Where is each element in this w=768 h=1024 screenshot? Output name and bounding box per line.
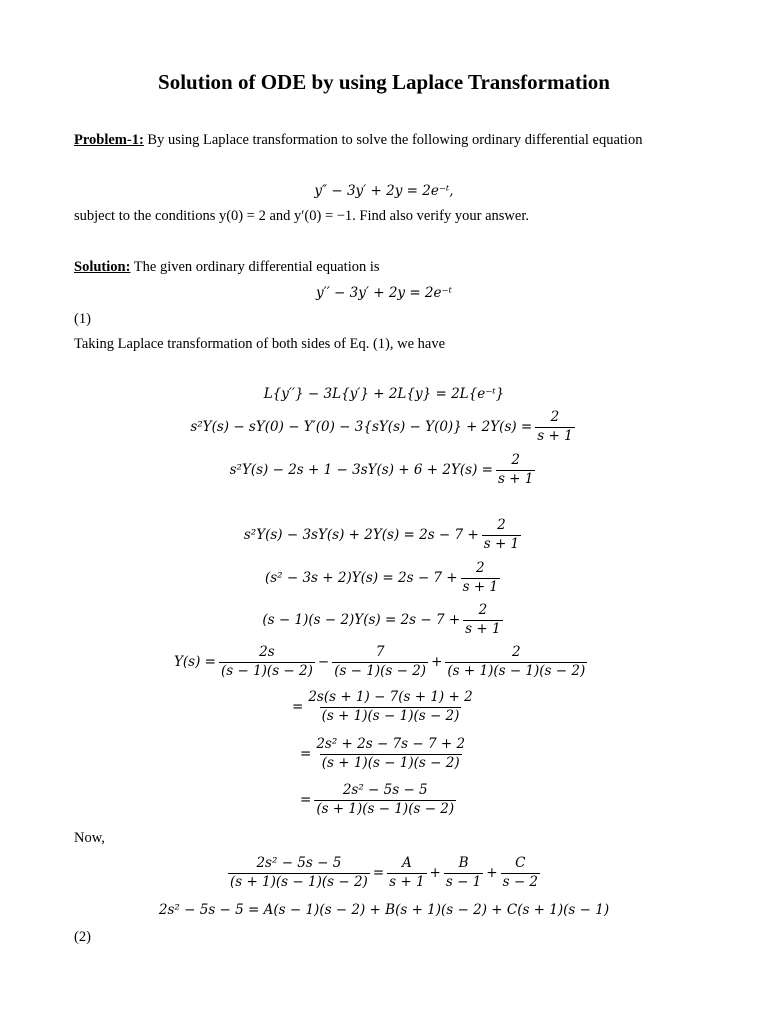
- plus-operator: +: [486, 865, 498, 882]
- problem-conditions: subject to the conditions y(0) = 2 and y′(0) = −1. Find also verify your answer.: [74, 208, 529, 224]
- fraction-numerator: 7: [375, 644, 385, 660]
- step-10: [300, 783, 459, 817]
- problem-paragraph: [74, 132, 642, 149]
- equation-2-tag: (2): [74, 929, 91, 945]
- fraction-denominator: (s − 1)(s − 2): [334, 662, 427, 679]
- fraction-denominator: (s + 1)(s − 1)(s − 2): [229, 873, 368, 890]
- step-2: [0, 410, 768, 444]
- partial-lhs-fraction: [228, 856, 370, 890]
- fraction-numerator: 2s² − 5s − 5: [342, 782, 428, 798]
- step-8: [292, 690, 478, 724]
- step-4-fraction: [482, 518, 521, 552]
- step-3-fraction: [496, 453, 535, 487]
- fraction-numerator: 2: [511, 452, 520, 468]
- step-7-fraction-2: [332, 645, 428, 679]
- fraction-numerator: 2: [550, 409, 560, 425]
- step-5-fraction: [461, 561, 500, 595]
- step-6-fraction: [463, 603, 502, 637]
- step-7-fraction-1: [219, 645, 315, 679]
- step-5: [0, 561, 768, 595]
- step-9: [300, 737, 470, 771]
- fraction-numerator: 2s: [259, 644, 275, 660]
- step-7-lhs: Y(s) =: [174, 654, 216, 671]
- fraction-denominator: s + 1: [389, 873, 425, 890]
- now-text: Now,: [74, 830, 105, 846]
- solution-label: Solution:: [74, 259, 131, 275]
- fraction-numerator: C: [515, 855, 526, 871]
- problem-text: By using Laplace transformation to solve the following ordinary differential equation: [143, 132, 643, 148]
- fraction-denominator: (s + 1)(s − 1)(s − 2): [447, 662, 586, 679]
- step-8-fraction: [306, 690, 474, 724]
- plus-operator: +: [431, 654, 443, 671]
- fraction-denominator: s + 1: [483, 535, 520, 552]
- fraction-numerator: 2s² − 5s − 5: [256, 855, 342, 871]
- problem-label: Problem-1:: [74, 132, 144, 148]
- solution-equation: y′′ − 3y′ + 2y = 2e⁻ᵗ: [316, 285, 452, 301]
- fraction-numerator: 2s² + 2s − 7s − 7 + 2: [316, 736, 466, 752]
- equals-sign: =: [300, 746, 312, 763]
- fraction-denominator: s + 1: [497, 470, 534, 487]
- step-3-lhs: s²Y(s) − 2s + 1 − 3sY(s) + 6 + 2Y(s) =: [229, 462, 493, 479]
- fraction-denominator: s + 1: [462, 578, 499, 595]
- minus-operator: −: [317, 654, 330, 671]
- problem-equation: y″ − 3y′ + 2y = 2e⁻ᵗ,: [314, 183, 454, 199]
- fraction-numerator: 2s(s + 1) − 7(s + 1) + 2: [308, 689, 473, 705]
- step-6-lhs: (s − 1)(s − 2)Y(s) = 2s − 7 +: [262, 612, 461, 629]
- fraction-denominator: (s + 1)(s − 1)(s − 2): [316, 800, 455, 817]
- step-9-fraction: [314, 737, 467, 771]
- step-4-lhs: s²Y(s) − 3sY(s) + 2Y(s) = 2s − 7 +: [243, 527, 479, 544]
- step-3: [0, 453, 768, 487]
- equals-sign: =: [372, 865, 385, 882]
- fraction-numerator: A: [401, 855, 412, 871]
- equals-sign: =: [300, 792, 312, 809]
- fraction-numerator: 2: [476, 560, 485, 576]
- fraction-denominator: s − 1: [445, 873, 482, 890]
- step-5-lhs: (s² − 3s + 2)Y(s) = 2s − 7 +: [264, 570, 458, 587]
- fraction-denominator: s − 2: [502, 873, 539, 890]
- fraction-denominator: s + 1: [465, 620, 501, 637]
- partial-a-fraction: [387, 856, 426, 890]
- step-4: [0, 518, 768, 552]
- partial-c-fraction: [501, 856, 540, 890]
- fraction-denominator: s + 1: [537, 427, 573, 444]
- plus-operator: +: [429, 865, 441, 882]
- fraction-numerator: 2: [512, 644, 521, 660]
- taking-laplace-text: Taking Laplace transformation of both sides of Eq. (1), we have: [74, 336, 446, 352]
- fraction-numerator: 2: [497, 517, 506, 533]
- partial-b-fraction: [444, 856, 483, 890]
- step-6: [0, 603, 768, 637]
- step-laplace-both-sides: L{y′′} − 3L{y′} + 2L{y} = 2L{e⁻ᵗ}: [263, 386, 505, 402]
- partial-fraction-equation: [0, 855, 768, 890]
- fraction-denominator: (s − 1)(s − 2): [220, 662, 313, 679]
- solution-paragraph: [74, 259, 380, 276]
- page-title: Solution of ODE by using Laplace Transformation: [158, 70, 610, 94]
- fraction-numerator: 2: [478, 602, 488, 618]
- step-7: [174, 645, 590, 679]
- fraction-denominator: (s + 1)(s − 1)(s − 2): [321, 707, 460, 724]
- equation-1-tag: (1): [74, 311, 91, 327]
- fraction-denominator: (s + 1)(s − 1)(s − 2): [321, 754, 460, 771]
- step-2-fraction: [535, 410, 574, 444]
- fraction-numerator: B: [458, 855, 469, 871]
- step-2-lhs: s²Y(s) − sY(0) − Y′(0) − 3{sY(s) − Y(0)} + 2Y(s) =: [190, 419, 533, 436]
- solution-text: The given ordinary differential equation is: [130, 259, 380, 275]
- equals-sign: =: [292, 699, 304, 716]
- partial-identity-equation: 2s² − 5s − 5 = A(s − 1)(s − 2) + B(s + 1)(s − 2) + C(s + 1)(s − 1): [158, 902, 610, 918]
- step-7-fraction-3: [445, 645, 587, 679]
- step-10-fraction: [314, 783, 456, 817]
